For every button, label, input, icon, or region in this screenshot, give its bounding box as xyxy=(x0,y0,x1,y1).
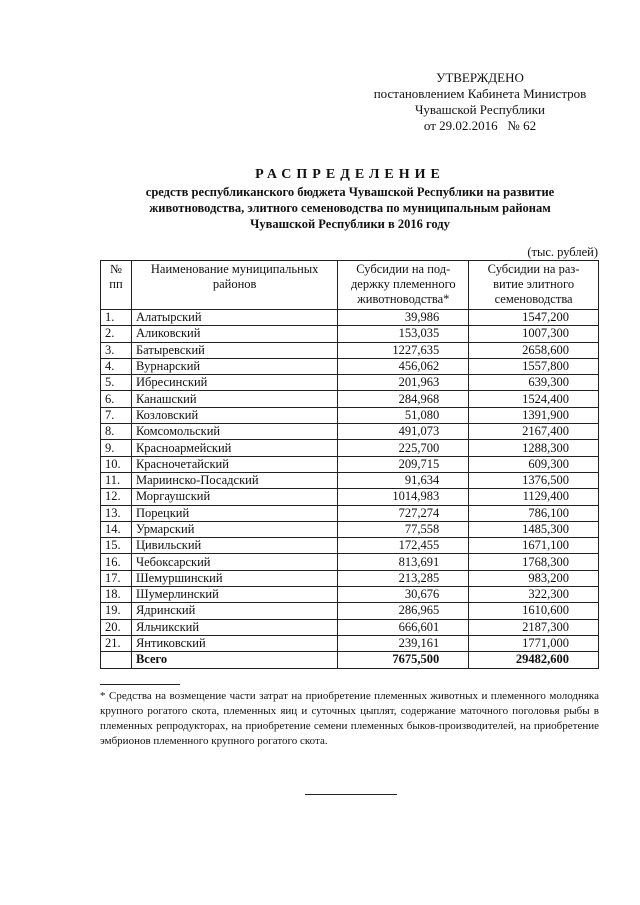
district-name: Ибресинский xyxy=(131,375,337,391)
row-number: 2. xyxy=(101,326,132,342)
total-seed: 29482,600 xyxy=(469,652,599,668)
district-name: Аликовский xyxy=(131,326,337,342)
row-number: 12. xyxy=(101,489,132,505)
district-name: Ядринский xyxy=(131,603,337,619)
livestock-subsidy: 51,080 xyxy=(338,407,469,423)
row-number: 8. xyxy=(101,424,132,440)
row-number: 14. xyxy=(101,521,132,537)
district-name: Шемуршинский xyxy=(131,570,337,586)
table-row xyxy=(101,358,599,374)
row-number: 5. xyxy=(101,375,132,391)
table-row xyxy=(101,554,599,570)
district-name: Моргаушский xyxy=(131,489,337,505)
seed-subsidy: 2167,400 xyxy=(469,424,599,440)
approval-line-3: Чувашской Республики xyxy=(414,102,546,117)
seed-subsidy: 1768,300 xyxy=(469,554,599,570)
table-row xyxy=(101,635,599,651)
table-row xyxy=(101,310,599,326)
row-number: 17. xyxy=(101,570,132,586)
district-name: Порецкий xyxy=(131,505,337,521)
district-name: Мариинско-Посадский xyxy=(131,472,337,488)
table-header-row xyxy=(101,261,599,310)
livestock-subsidy: 225,700 xyxy=(338,440,469,456)
livestock-subsidy: 666,601 xyxy=(338,619,469,635)
row-number: 19. xyxy=(101,603,132,619)
table-row xyxy=(101,424,599,440)
table-row xyxy=(101,587,599,603)
row-number: 9. xyxy=(101,440,132,456)
table-row xyxy=(101,375,599,391)
total-num-cell xyxy=(101,652,132,668)
total-label: Всего xyxy=(131,652,337,668)
approval-line-1: УТВЕРЖДЕНО xyxy=(436,70,524,85)
livestock-subsidy: 39,986 xyxy=(338,310,469,326)
table-row xyxy=(101,538,599,554)
district-name: Вурнарский xyxy=(131,358,337,374)
seed-subsidy: 1547,200 xyxy=(469,310,599,326)
header-seed: Субсидии на раз-витие элитного семеноводства xyxy=(469,261,599,310)
livestock-subsidy: 153,035 xyxy=(338,326,469,342)
district-name: Яльчикский xyxy=(131,619,337,635)
row-number: 10. xyxy=(101,456,132,472)
seed-subsidy: 1557,800 xyxy=(469,358,599,374)
seed-subsidy: 1391,900 xyxy=(469,407,599,423)
seed-subsidy: 1771,000 xyxy=(469,635,599,651)
header-num: № пп xyxy=(101,261,132,310)
table-row xyxy=(101,505,599,521)
table-row xyxy=(101,326,599,342)
row-number: 3. xyxy=(101,342,132,358)
table-body xyxy=(101,310,599,669)
title-line-3: Чувашской Республики в 2016 году xyxy=(250,217,450,231)
district-name: Урмарский xyxy=(131,521,337,537)
livestock-subsidy: 284,968 xyxy=(338,391,469,407)
seed-subsidy: 1288,300 xyxy=(469,440,599,456)
footnote-divider xyxy=(100,684,180,685)
table-row xyxy=(101,472,599,488)
livestock-subsidy: 201,963 xyxy=(338,375,469,391)
seed-subsidy: 1376,500 xyxy=(469,472,599,488)
table-row xyxy=(101,342,599,358)
district-name: Янтиковский xyxy=(131,635,337,651)
distribution-table xyxy=(100,260,599,669)
district-name: Канашский xyxy=(131,391,337,407)
district-name: Цивильский xyxy=(131,538,337,554)
table-row xyxy=(101,603,599,619)
district-name: Комсомольский xyxy=(131,424,337,440)
livestock-subsidy: 286,965 xyxy=(338,603,469,619)
row-number: 13. xyxy=(101,505,132,521)
seed-subsidy: 639,300 xyxy=(469,375,599,391)
seed-subsidy: 2187,300 xyxy=(469,619,599,635)
table-row xyxy=(101,407,599,423)
livestock-subsidy: 1227,635 xyxy=(338,342,469,358)
row-number: 16. xyxy=(101,554,132,570)
district-name: Батыревский xyxy=(131,342,337,358)
seed-subsidy: 1671,100 xyxy=(469,538,599,554)
district-name: Алатырский xyxy=(131,310,337,326)
seed-subsidy: 1610,600 xyxy=(469,603,599,619)
seed-subsidy: 609,300 xyxy=(469,456,599,472)
district-name: Козловский xyxy=(131,407,337,423)
table-row xyxy=(101,456,599,472)
row-number: 11. xyxy=(101,472,132,488)
seed-subsidy: 786,100 xyxy=(469,505,599,521)
seed-subsidy: 1007,300 xyxy=(469,326,599,342)
seed-subsidy: 322,300 xyxy=(469,587,599,603)
livestock-subsidy: 172,455 xyxy=(338,538,469,554)
title-line-1: средств республиканского бюджета Чувашской Республики на развитие xyxy=(145,185,555,199)
row-number: 20. xyxy=(101,619,132,635)
livestock-subsidy: 1014,983 xyxy=(338,489,469,505)
row-number: 18. xyxy=(101,587,132,603)
district-name: Чебоксарский xyxy=(131,554,337,570)
row-number: 4. xyxy=(101,358,132,374)
table-row xyxy=(101,570,599,586)
livestock-subsidy: 91,634 xyxy=(338,472,469,488)
row-number: 21. xyxy=(101,635,132,651)
footnote: * Средства на возмещение части затрат на приобретение племенных животных и племенного молодняка крупного рогатого скота, племенных яиц и суточных цыплят, содержание маточного поголовья рыбы в племенных репродукторах, на приобретение семени племенных быков-производителей, на приобретение эмбрионов племенного крупного рогатого скота. xyxy=(100,690,599,747)
row-number: 1. xyxy=(101,310,132,326)
seed-subsidy: 1485,300 xyxy=(469,521,599,537)
district-name: Красноармейский xyxy=(131,440,337,456)
table-row xyxy=(101,391,599,407)
table-row xyxy=(101,440,599,456)
livestock-subsidy: 491,073 xyxy=(338,424,469,440)
livestock-subsidy: 213,285 xyxy=(338,570,469,586)
title-line-2: животноводства, элитного семеноводства по муниципальным районам xyxy=(149,201,551,215)
total-row xyxy=(101,652,599,668)
approval-line-2: постановлением Кабинета Министров xyxy=(373,86,587,101)
district-name: Шумерлинский xyxy=(131,587,337,603)
seed-subsidy: 1129,400 xyxy=(469,489,599,505)
table-row xyxy=(101,489,599,505)
livestock-subsidy: 727,274 xyxy=(338,505,469,521)
units-label: (тыс. рублей) xyxy=(527,245,598,259)
livestock-subsidy: 77,558 xyxy=(338,521,469,537)
row-number: 6. xyxy=(101,391,132,407)
seed-subsidy: 983,200 xyxy=(469,570,599,586)
title-heading: РАСПРЕДЕЛЕНИЕ xyxy=(255,167,445,182)
approval-line-4: от 29.02.2016 № 62 xyxy=(423,118,537,133)
seed-subsidy: 1524,400 xyxy=(469,391,599,407)
table-row xyxy=(101,619,599,635)
row-number: 15. xyxy=(101,538,132,554)
livestock-subsidy: 239,161 xyxy=(338,635,469,651)
district-name: Красночетайский xyxy=(131,456,337,472)
livestock-subsidy: 30,676 xyxy=(338,587,469,603)
header-name: Наименование муниципальных районов xyxy=(131,261,337,310)
livestock-subsidy: 813,691 xyxy=(338,554,469,570)
seed-subsidy: 2658,600 xyxy=(469,342,599,358)
row-number: 7. xyxy=(101,407,132,423)
approval-block xyxy=(365,70,595,134)
livestock-subsidy: 456,062 xyxy=(338,358,469,374)
document-title xyxy=(100,166,600,232)
end-divider xyxy=(305,794,397,795)
table-row xyxy=(101,521,599,537)
total-livestock: 7675,500 xyxy=(338,652,469,668)
livestock-subsidy: 209,715 xyxy=(338,456,469,472)
header-livestock: Субсидии на под-держку племенного животноводства* xyxy=(338,261,469,310)
